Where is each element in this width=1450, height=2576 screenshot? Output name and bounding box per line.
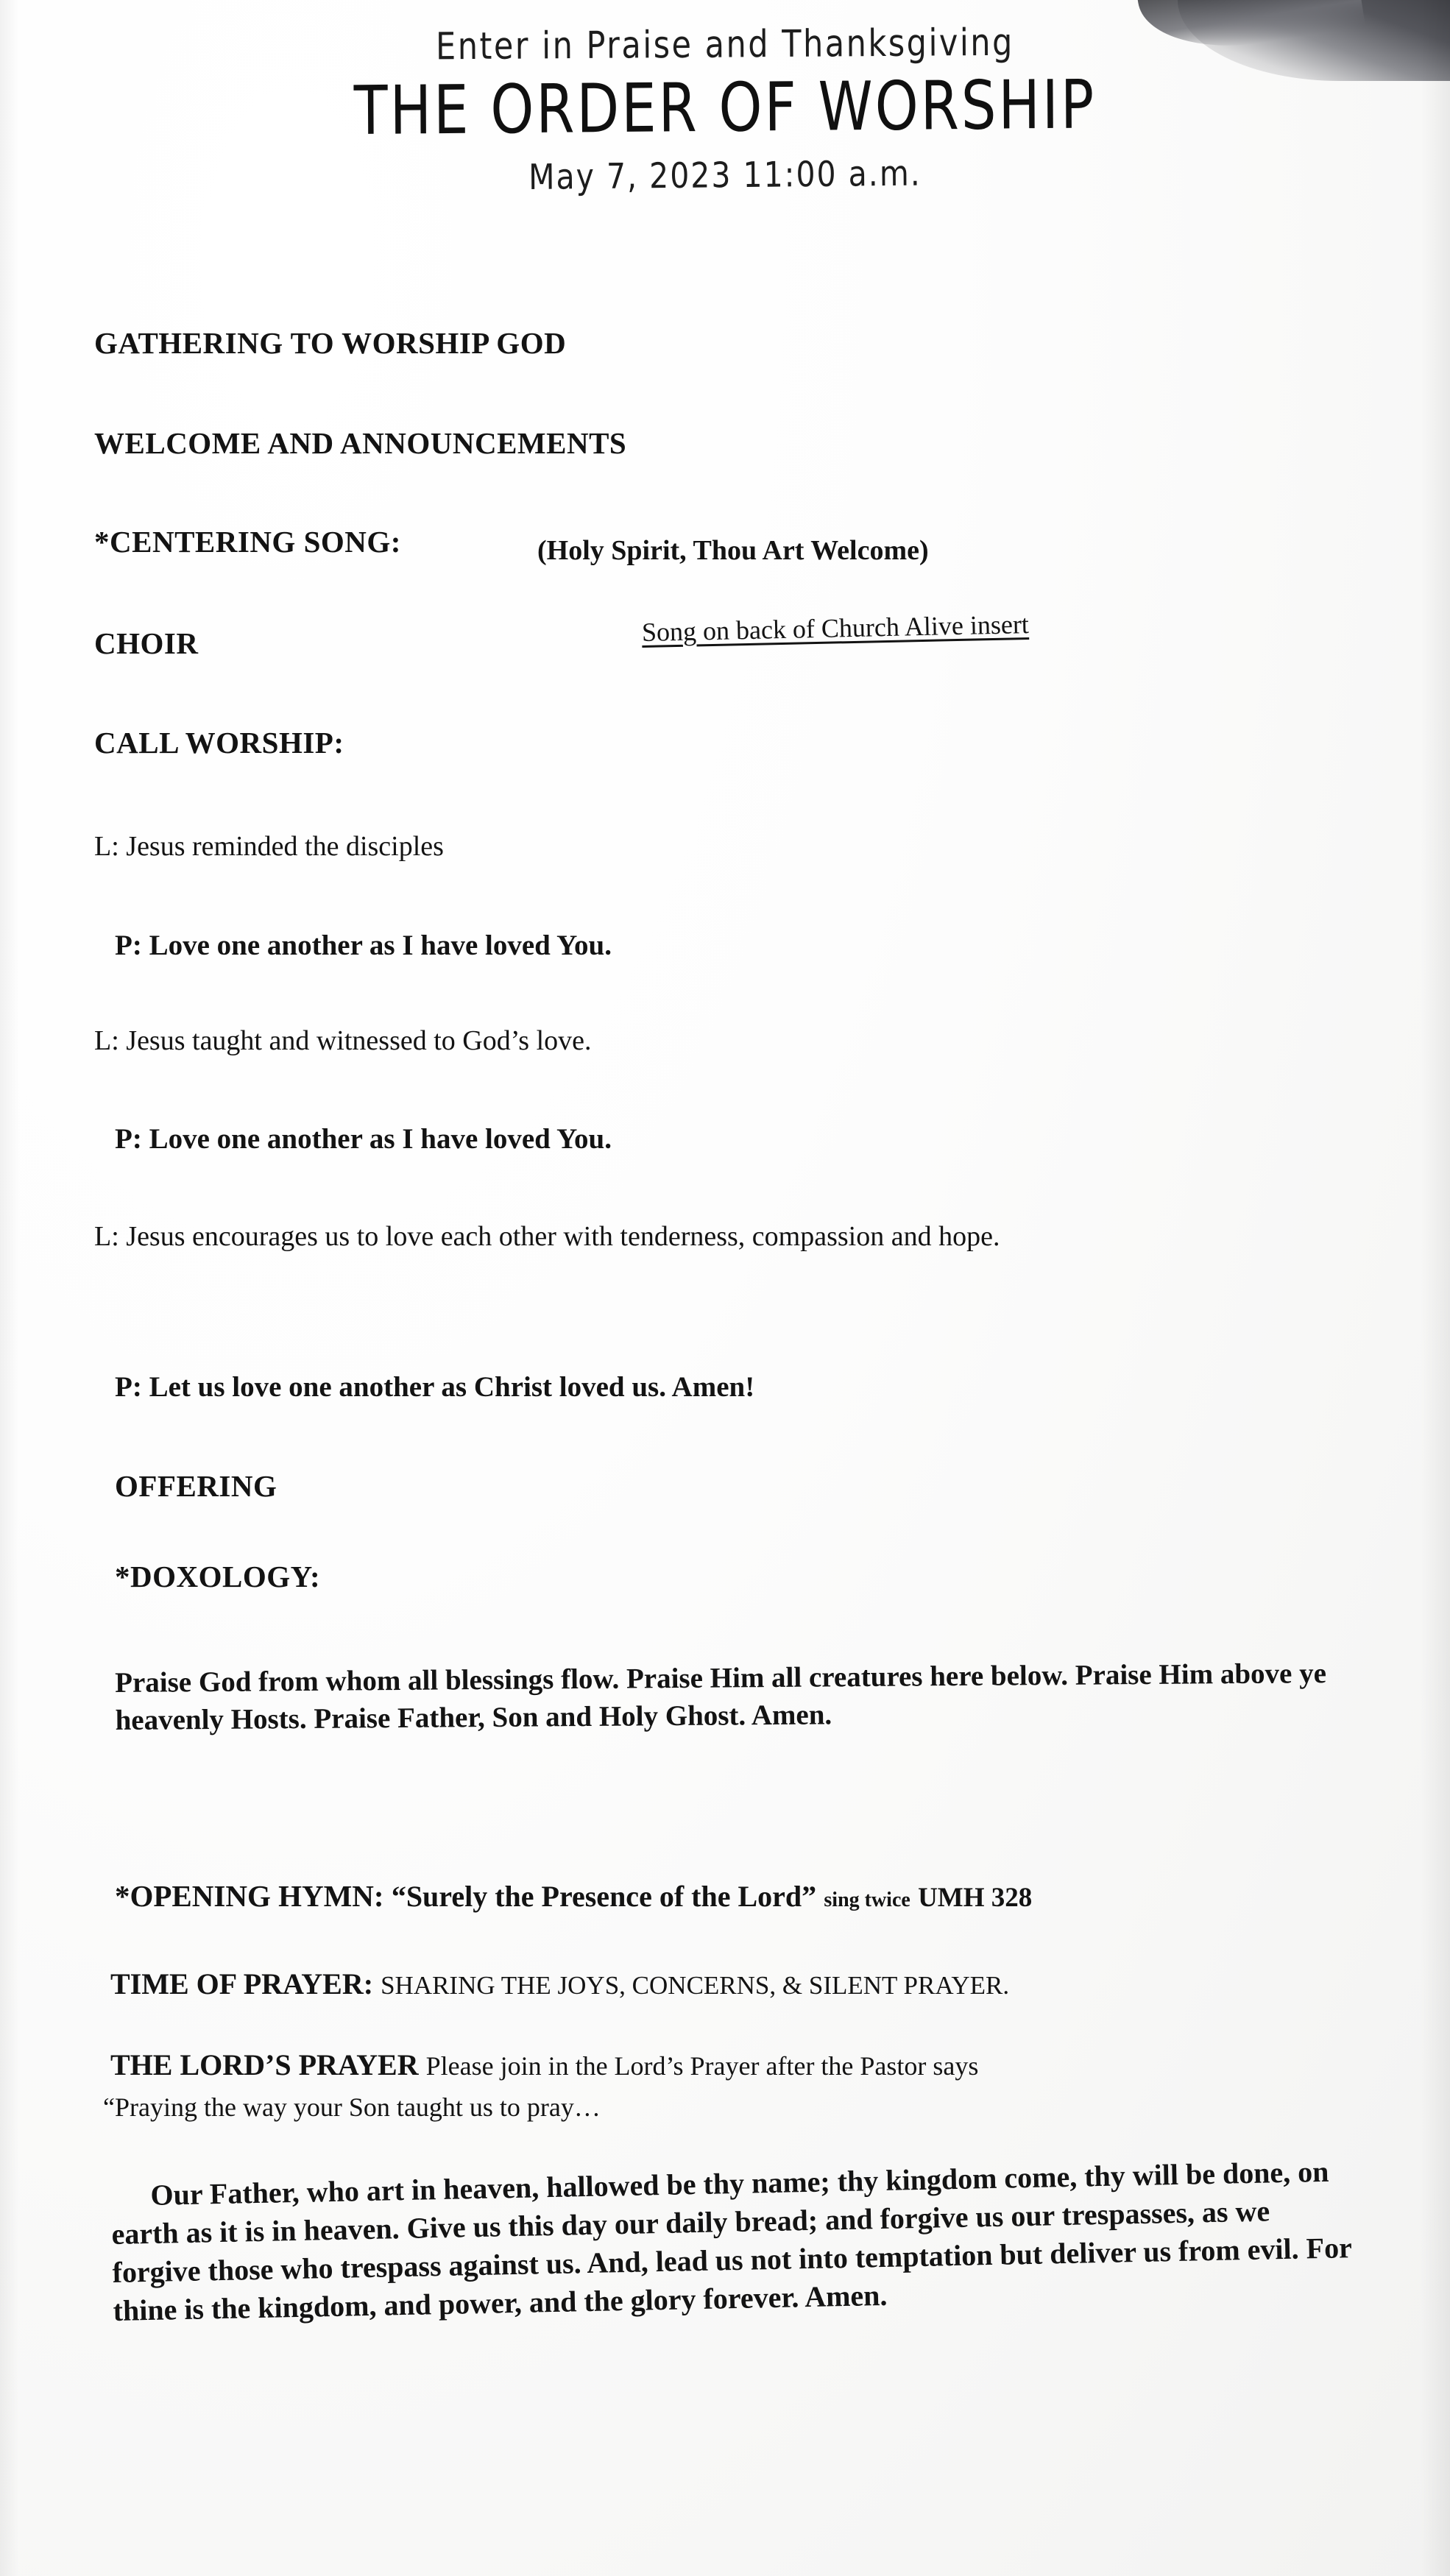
lords-prayer-intro-first: Please join in the Lord’s Prayer after the Pastor says bbox=[425, 2051, 979, 2081]
reading-speaker: L: bbox=[94, 1025, 119, 1056]
reading-text: Love one another as I have loved You. bbox=[149, 930, 612, 961]
reading-line bbox=[94, 830, 444, 863]
opening-hymn-line bbox=[115, 1878, 1032, 1914]
lords-prayer-label: THE LORD’S PRAYER bbox=[110, 2048, 419, 2081]
section-offering: OFFERING bbox=[115, 1469, 277, 1503]
lords-prayer-heading bbox=[110, 2048, 978, 2082]
reading-speaker: L: bbox=[94, 831, 119, 862]
reading-text: Jesus encourages us to love each other with tenderness, compassion and hope. bbox=[126, 1221, 1000, 1252]
reading-text: Jesus taught and witnessed to God’s love. bbox=[126, 1025, 592, 1056]
page-left-edge bbox=[0, 0, 19, 2576]
reading-text: Let us love one another as Christ loved us. Amen! bbox=[149, 1371, 755, 1403]
reading-text: Jesus reminded the disciples bbox=[126, 831, 444, 862]
document-heading bbox=[0, 21, 1450, 198]
reading-line bbox=[94, 1218, 1301, 1255]
section-choir: CHOIR bbox=[94, 626, 199, 660]
time-of-prayer-line bbox=[110, 1967, 1009, 2001]
time-of-prayer-text: SHARING THE JOYS, CONCERNS, & SILENT PRAYER. bbox=[381, 1971, 1010, 2000]
centering-song-title: (Holy Spirit, Thou Art Welcome) bbox=[537, 535, 929, 566]
reading-speaker: P: bbox=[115, 930, 142, 961]
heading-subtitle: Enter in Praise and Thanksgiving bbox=[435, 21, 1015, 69]
reading-speaker: P: bbox=[115, 1123, 142, 1155]
doxology-text: Praise God from whom all blessings flow. Praise Him all creatures here below. Praise Him above ye heavenly Hosts. Praise Father, Son and Holy Ghost. Amen. bbox=[115, 1657, 1327, 1736]
service-datetime: May 7, 2023 11:00 a.m. bbox=[528, 152, 922, 198]
section-centering-song-label: *CENTERING SONG: bbox=[94, 525, 401, 559]
opening-hymn-label: *OPENING HYMN: bbox=[115, 1879, 384, 1913]
reading-speaker: L: bbox=[94, 1221, 119, 1252]
lords-prayer-text: Our Father, who art in heaven, hallowed be thy name; thy kingdom come, thy will be done, on earth as it is in heaven. Give us this day our daily bread; and forgive us our trespasses, as we forgive those who trespass against us. And, lead us not into temptation but deliver us from evil. For thine is the kingdom, and power, and the glory forever. Amen. bbox=[111, 2154, 1352, 2327]
page-title: THE ORDER OF WORSHIP bbox=[353, 65, 1097, 150]
lords-prayer-intro-second: “Praying the way your Son taught us to pray… bbox=[103, 2092, 601, 2122]
reading-text: Love one another as I have loved You. bbox=[149, 1123, 612, 1155]
section-welcome-announcements: WELCOME AND ANNOUNCEMENTS bbox=[94, 426, 627, 460]
opening-hymn-title: “Surely the Presence of the Lord” bbox=[391, 1880, 817, 1913]
centering-song-note: Song on back of Church Alive insert bbox=[641, 609, 1030, 647]
section-doxology-label: *DOXOLOGY: bbox=[115, 1560, 321, 1593]
reading-line bbox=[115, 1370, 754, 1404]
section-gathering: GATHERING TO WORSHIP GOD bbox=[94, 326, 567, 360]
reading-line bbox=[94, 1025, 592, 1057]
reading-line bbox=[115, 1122, 612, 1156]
opening-hymn-number: UMH 328 bbox=[918, 1883, 1033, 1913]
time-of-prayer-label: TIME OF PRAYER: bbox=[110, 1967, 374, 2000]
section-call-worship: CALL WORSHIP: bbox=[94, 726, 344, 760]
reading-speaker: P: bbox=[115, 1371, 142, 1403]
opening-hymn-note: sing twice bbox=[824, 1889, 910, 1911]
reading-line bbox=[115, 929, 612, 962]
